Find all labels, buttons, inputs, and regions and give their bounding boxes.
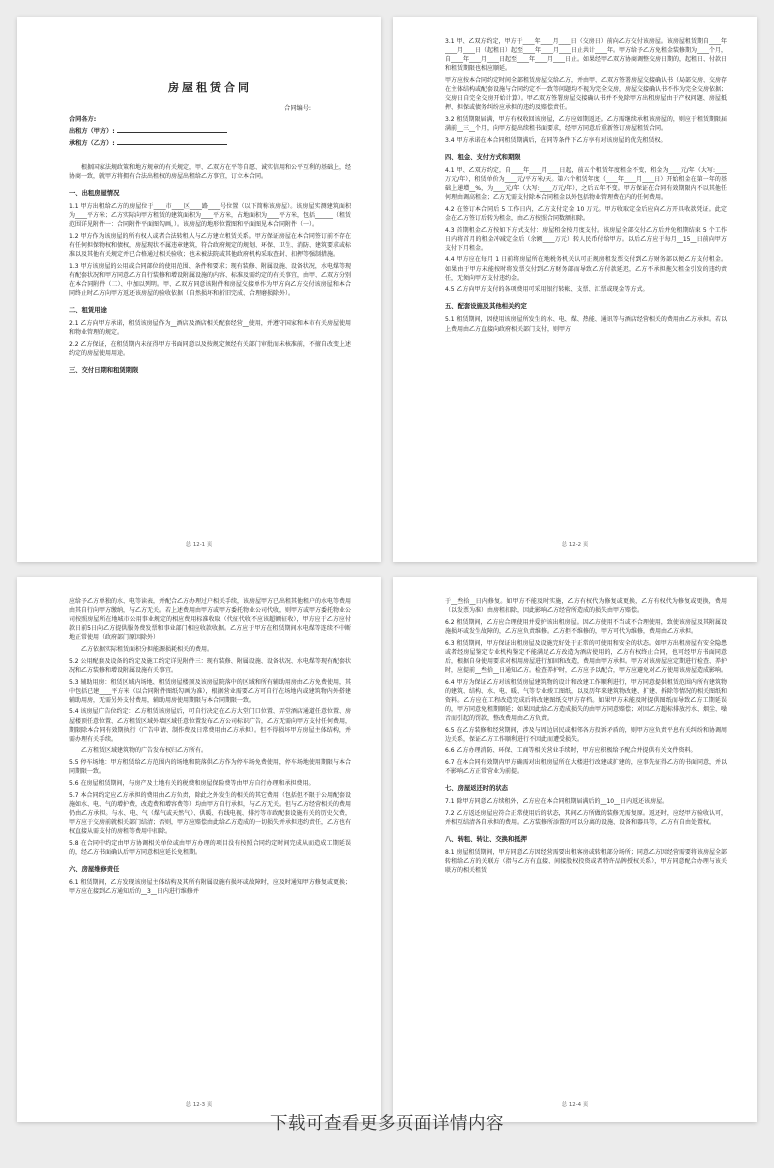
clause-5-8: 5.8 在合同中约定由甲方协调相关单位或由甲方办理的项目没有按照合同约定时间完成从而造成工期延误的，经乙方书面确认后甲方同意相应延长免租期。 [69,839,351,856]
intro-paragraph: 根据国家法规政策和地方规章的有关规定，甲、乙双方在平等自愿、诚实信用和公平互利的基础上，经协商一致，就甲方将拥有合法出租权的房屋出租给乙方事宜，订立本合同。 [69,164,351,181]
section-7-title: 七、房屋返还时的状态 [445,785,508,793]
document-page-3 [17,577,381,1122]
clause-3-4: 3.4 甲方承诺在本合同租赁期满后，在同等条件下乙方享有对该房屋的优先租赁权。 [445,136,667,144]
clause-7-1: 7.1 除甲方同意乙方续租外，乙方应在本合同租期届满后的__10__日内返还该房屋。 [445,798,669,806]
document-page-4 [393,577,757,1122]
clause-6-7: 6.7 在本合同有效期内甲方确需对出租房屋所在大楼进行改建或扩建的，应事先征得乙方的书面同意，并以不影响乙方正常营业为前提。 [445,759,727,776]
clause-5-2: 5.2 公用配套及设备的约定及施工约定详见附件三：现有装修、附属设施、设备状况、水电煤等现有配套状况和乙方装修和增设附属设施有关事宜。 [69,657,351,674]
page-1-body [69,47,351,528]
download-more-caption: 下载可查看更多页面详情内容 [270,1114,504,1134]
clause-1-2: 1.2 甲方作为该房屋的所有权人或者合法转租人与乙方建立租赁关系。甲方保证房屋在本合同签订前不存在有任何担保物权和债权，房屋现状不属违章建筑，符合政府规定的规划、环保、卫生、消防、建筑要求或标准以及其他有关规定并已合格通过相关验收；也未被法院或其他政府机构采取查封、扣押等强制措施。 [69,233,351,259]
lessor-blank [117,125,227,133]
page-2-body [445,37,727,528]
clause-6-5: 6.5 在乙方装修和经营期间，涉及与周边居民或相邻各方投诉矛盾的，则甲方应负责平息有关纠纷和协调周边关系，保证乙方工作顺利进行不因此而遭受损失。 [445,726,727,743]
clause-5-1: 5.1 租赁期间，因使用该房屋所发生的水、电、煤、热能、通讯等与酒店经营相关的费用由乙方承担。若以上费用由乙方直接向政府相关部门支付，则甲方 [445,316,727,333]
clause-2-1: 2.1 乙方向甲方承诺，租赁该房屋作为__酒店及酒店相关配套经营__使用，并遵守国家和本市有关房屋使用和物业管理的规定。 [69,320,351,337]
lessee-blank [117,137,227,145]
section-8-title: 八、转租、转让、交换和抵押 [445,836,527,844]
page-4-body [445,597,727,1088]
clause-3-2: 3.2 租赁期限届满，甲方有权收回该房屋，乙方应如期返还。乙方需继续承租该房屋的，则应于租赁期限届满前__三__个月，向甲方提出续租书面要求，经甲方同意后重新签订房屋租赁合同。 [445,115,727,133]
section-6-title: 六、房屋维修责任 [69,865,120,873]
clause-5-4: 5.4 该房屋广告位约定：乙方租赁该房屋后，可自行决定在乙方大堂门口位置、弄堂酒店通道任意位置、房屋楼顶任意位置、乙方租赁区域外墙区域任意位置发布乙方公司标识广告，乙方无需向甲方支付任何费用，期限除本合同有效期执行（广告申请、制作费及日常费用由乙方承担）。但不得损坏甲方房屋主体结构，并需办理有关手续。 [69,708,351,743]
lessee-line: 承租方（乙方）: [69,137,351,149]
clause-4-4: 4.4 甲方应在每月 1 日前将房屋所在地税务机关认可正规房租发票交付到乙方财务部以便乙方支付租金。如果由于甲方未能按时将发票交付到乙方财务部而导致乙方付款延迟，乙方不承担拖欠租金引发的违约责任，无须向甲方支付违约金。 [445,256,727,282]
parties-heading: 合同各方: [69,116,97,123]
page-footer: 总 12-3 页 [185,1102,213,1108]
document-page-1 [17,17,381,562]
page-3-body [69,597,351,1088]
document-page-2 [393,17,757,562]
clause-3-1-handover: 甲方应按本合同约定时间全部租赁房屋交给乙方，并由甲、乙双方签署房屋交接确认书（局部交房、交房存在主体结构或配套设施与合同约定不一致等问题均不视为完全交房，房屋交接确认书不作为完全交房依据；交房日自完全交房开始计算）。甲乙双方签署房屋交接确认书并不免除甲方出租房屋由于产权问题、房屋抵押、担保或债务纠纷应承担的违约及赔偿责任。 [445,76,727,112]
page-footer: 总 12-2 页 [561,542,589,548]
clause-7-2: 7.2 乙方返还房屋应符合正常使用后的状态，其间乙方所做的装修无需复原。返还时，应经甲方验收认可，并相互结清各自承担的费用。乙方装修所添置的可以分离的设施、设备和器具等，乙方有自由处置权。 [445,809,727,827]
clause-6-1: 6.1 租赁期间，乙方发现该房屋主体结构及其所有附属设施有损坏或故障时，应及时通知甲方修复或更换；甲方应在接到乙方通知后的__3__日内进行维修并 [69,878,351,895]
page-footer: 总 12-1 页 [185,542,213,548]
section-2-title: 二、租赁用途 [69,307,107,315]
clause-2-2: 2.2 乙方保证，在租赁期内未征得甲方书面同意以及按规定须经有关部门审批而未核准前，不擅自改变上述约定的房屋使用用途。 [69,341,351,358]
clause-3-1: 3.1 甲、乙双方约定，甲方于____年____月____日（交房日）前向乙方交付该房屋。该房屋租赁期自____年____月____日（起租日）起至____年____月____日止共计____年。甲方给予乙方免租金装修期为____个月，自____年____月____日起至____年____月____日止。如果经甲乙双方协商调整交房日期的，起租日、付款日和租赁期限也相应顺延。 [445,38,727,73]
energy-cost-note: 乙方依据实际租赁面积分担能源损耗相关的费用。 [81,646,214,654]
lessor-line: 出租方（甲方）: [69,125,351,137]
section-1-title: 一、出租房屋情况 [69,190,120,198]
clause-4-3: 4.3 首期租金乙方按如下方式支付：房屋租金按月度支付。该房屋全部交付乙方后并免租期结束 5 个工作日内将首月的租金冲减定金后（余额____万元）转人民币付给甲方。以后乙方应于每月__15__日前向甲方支付下月租金。 [445,226,727,252]
clause-5-3: 5.3 辅助用房：租赁区域内场地、租赁房屋楼顶及该房屋院落中的区域和所有辅助用房由乙方免费使用，其中包括已建____平方米（以合同附件图纸勾画为准），根据营业需要乙方可自行在场地内或建筑物内外搭建辅助用房，无需另外支付费用，辅助用房使用期限与本合同期限一致。 [69,678,351,704]
page-footer: 总 12-4 页 [561,1102,589,1108]
clause-6-3: 6.3 租赁期间，甲方保证出租房屋及设施完好处于正常的可使用和安全的状态。如甲方出租房屋有安全隐患或者经房屋鉴定专业机构鉴定不能满足乙方改造为酒店使用的，乙方有权终止合同，也可经甲方书面同意后，根据自身使用要求对相用房屋进行加固和改造，费用由甲方承担。甲方对该房屋应定期进行检查、养护时，应提前__叁拾__日通知乙方。检查养护时，乙方应予以配合，甲方应避免对乙方使用该房屋造成影响。 [445,639,727,674]
clause-6-1-continued: 于__叁拾__日内修复。如甲方不能及时实施，乙方有权代为修复或更换，乙方有权代为修复或更换，费用（以发票为准）由房租扣除，因此影响乙方经营所造成的损失由甲方赔偿。 [445,598,727,615]
clause-5-7: 5.7 本合同约定应乙方承担的费用由乙方负责，除此之外发生的相关的其它费用（包括但不限于公用配套设施如水、电、气的增护费，改造费和增容费等）均由甲方自行承担，与乙方无关。但与乙方经营相关的费用仍由乙方承担。与水、电、气（煤气或天然气）、供暖、有线电视、排污等市政配套设施有关的历史欠费，甲方应于交房前就相关部门结清；否则，甲方应赔偿由此给乙方造成的一切损失并承担违约责任，乙方也有权直接从需支付的房租等费用中扣除。 [69,791,351,835]
clause-4-2: 4.2 在签订本合同后 5 工作日内，乙方支付定金 10 万元。甲方收取定金后应向乙方开具收款凭证。此定金在乙方签订后转为租金，由乙方按照合同数额扣除。 [445,205,727,222]
advertising-rights-note: 乙方租赁区域建筑物的广告发布权归乙方所有。 [81,747,208,755]
clause-1-1: 1.1 甲方出租给乙方的房屋位于____市____区____路____号位置（以下简称该房屋）。该房屋实测建筑面积为____平方米；乙方实际向甲方租赁的建筑面积为____平方米，占地面积为____平方米，包括______（租赁范围详见附件一：合同附件平面图勾画，）。该房屋的地形位置图和平面图见本合同附件（一）。 [69,203,351,229]
clause-4-1: 4.1 甲、乙双方约定，自____年____月____日起，前五个租赁年度租金不变，租金为____元/年（大写:____万元/年），租赁单价为____元/平方米/天。第六个租赁年度（____年____月____日）开始租金在第一年的基础上递增__%，为____元/年（大写:____万元/年），之后五年不变。甲方保证在合同有效期限内不以其他任何理由调高租金；乙方无需支付除本合同租金以外包括物业管理费在内的任何费用。 [445,166,727,202]
section-5-title: 五、配套设施及其他相关约定 [445,303,527,311]
clause-5-6: 5.6 在房屋租赁期间，与房产及土地有关的税费和房屋保险费等由甲方自行办理和承担费用。 [69,779,315,787]
clause-6-4: 6.4 甲方为保证乙方对该租赁房屋建筑物的设计和改建工作顺利进行，甲方同意提供租赁范围内所有建筑物的建筑、结构、水、电、暖、气等专业竣工图纸，以及历年来建筑物改建、扩建、拆除等情况的相关图纸和资料。乙方应在工程改造完成后将改建图纸交甲方存档。如果甲方未能及时提供图纸而导致乙方工期延误的，甲方同意免租期顺延；如果因此给乙方造成损失的由甲方同意赔偿；对因乙方超标排放污水、烟尘、噪音而引起的罚款，整改费用由乙方负责。 [445,678,727,722]
section-4-title: 四、租金、支付方式和期限 [445,153,521,161]
contract-number-label: 合同编号: [284,105,311,112]
clause-1-3: 1.3 甲方该房屋的公用或合同部位的使用范围、条件和要求；现有装修、附属设施、设备状况，水电煤等现有配套状况和甲方同意乙方自行装修和增设附属设施的内容、标准及需约定的有关事宜，由甲、乙双方分别在本合同附件（二）、中加以列明。甲、乙双方同意该附件和房屋交接单作为甲方向乙方交付该房屋和本合同终止时乙方向甲方返还该房屋的验收依据（自然损坏和折旧完成、合理磨损除外）。 [69,262,351,298]
clause-6-2: 6.2 租赁期间，乙方应合理使用并爱护该出租房屋。因乙方使用不当或不合理使用，致使该房屋及其附属设施损坏或发生故障的，乙方应负责维修。乙方拒不维修的，甲方可代为维修，费用由乙方承担。 [445,618,727,635]
clause-6-6: 6.6 乙方办理消防、环保、工商等相关营业手续时，甲方应积极给予配合并提供有关文件资料。 [445,747,697,755]
section-3-title: 三、交付日期和租赁期限 [69,367,139,375]
contract-title: 房屋租赁合同 [168,81,252,94]
clause-5-1-continued: 应给予乙方单独的水、电等读表，并配合乙方办理过户相关手续，该房屋甲方已出租其他租户的水电等费用由其自行向甲方缴纳，与乙方无关。若上述费用由甲方或甲方委托物业公司代收，则甲方或甲方委托物业公司按照房屋所在地城市公用事业规定的相应费用标准收取（代征代收不应该超额征收），甲方应于乙方应付款日前5日向乙方提供服务费发票和事业部门相应收款收据。乙方应于甲方在租赁期间水电煤等连续不中断地正常使用（政府部门原因除外） [69,598,351,642]
clause-4-5: 4.5 乙方向甲方支付的各项费用可采用银行转帐、支票、汇票或现金等方式。 [445,286,649,294]
clause-5-5: 5.5 停车场地：甲方租赁给乙方范围内的场地和院落供乙方作为停车场免费使用，停车场地使用期限与本合同期限一致。 [69,759,351,776]
clause-8-1: 8.1 房屋租赁期间，甲方同意乙方因经营需要出租客房或转租部分场所；同意乙方因经营需要将该房屋全部转租给乙方的关联方（指与乙方有直接、间接股权投资或者特许品牌授权关系），甲方同意配合办理与该关联方的相关租赁 [445,849,727,875]
